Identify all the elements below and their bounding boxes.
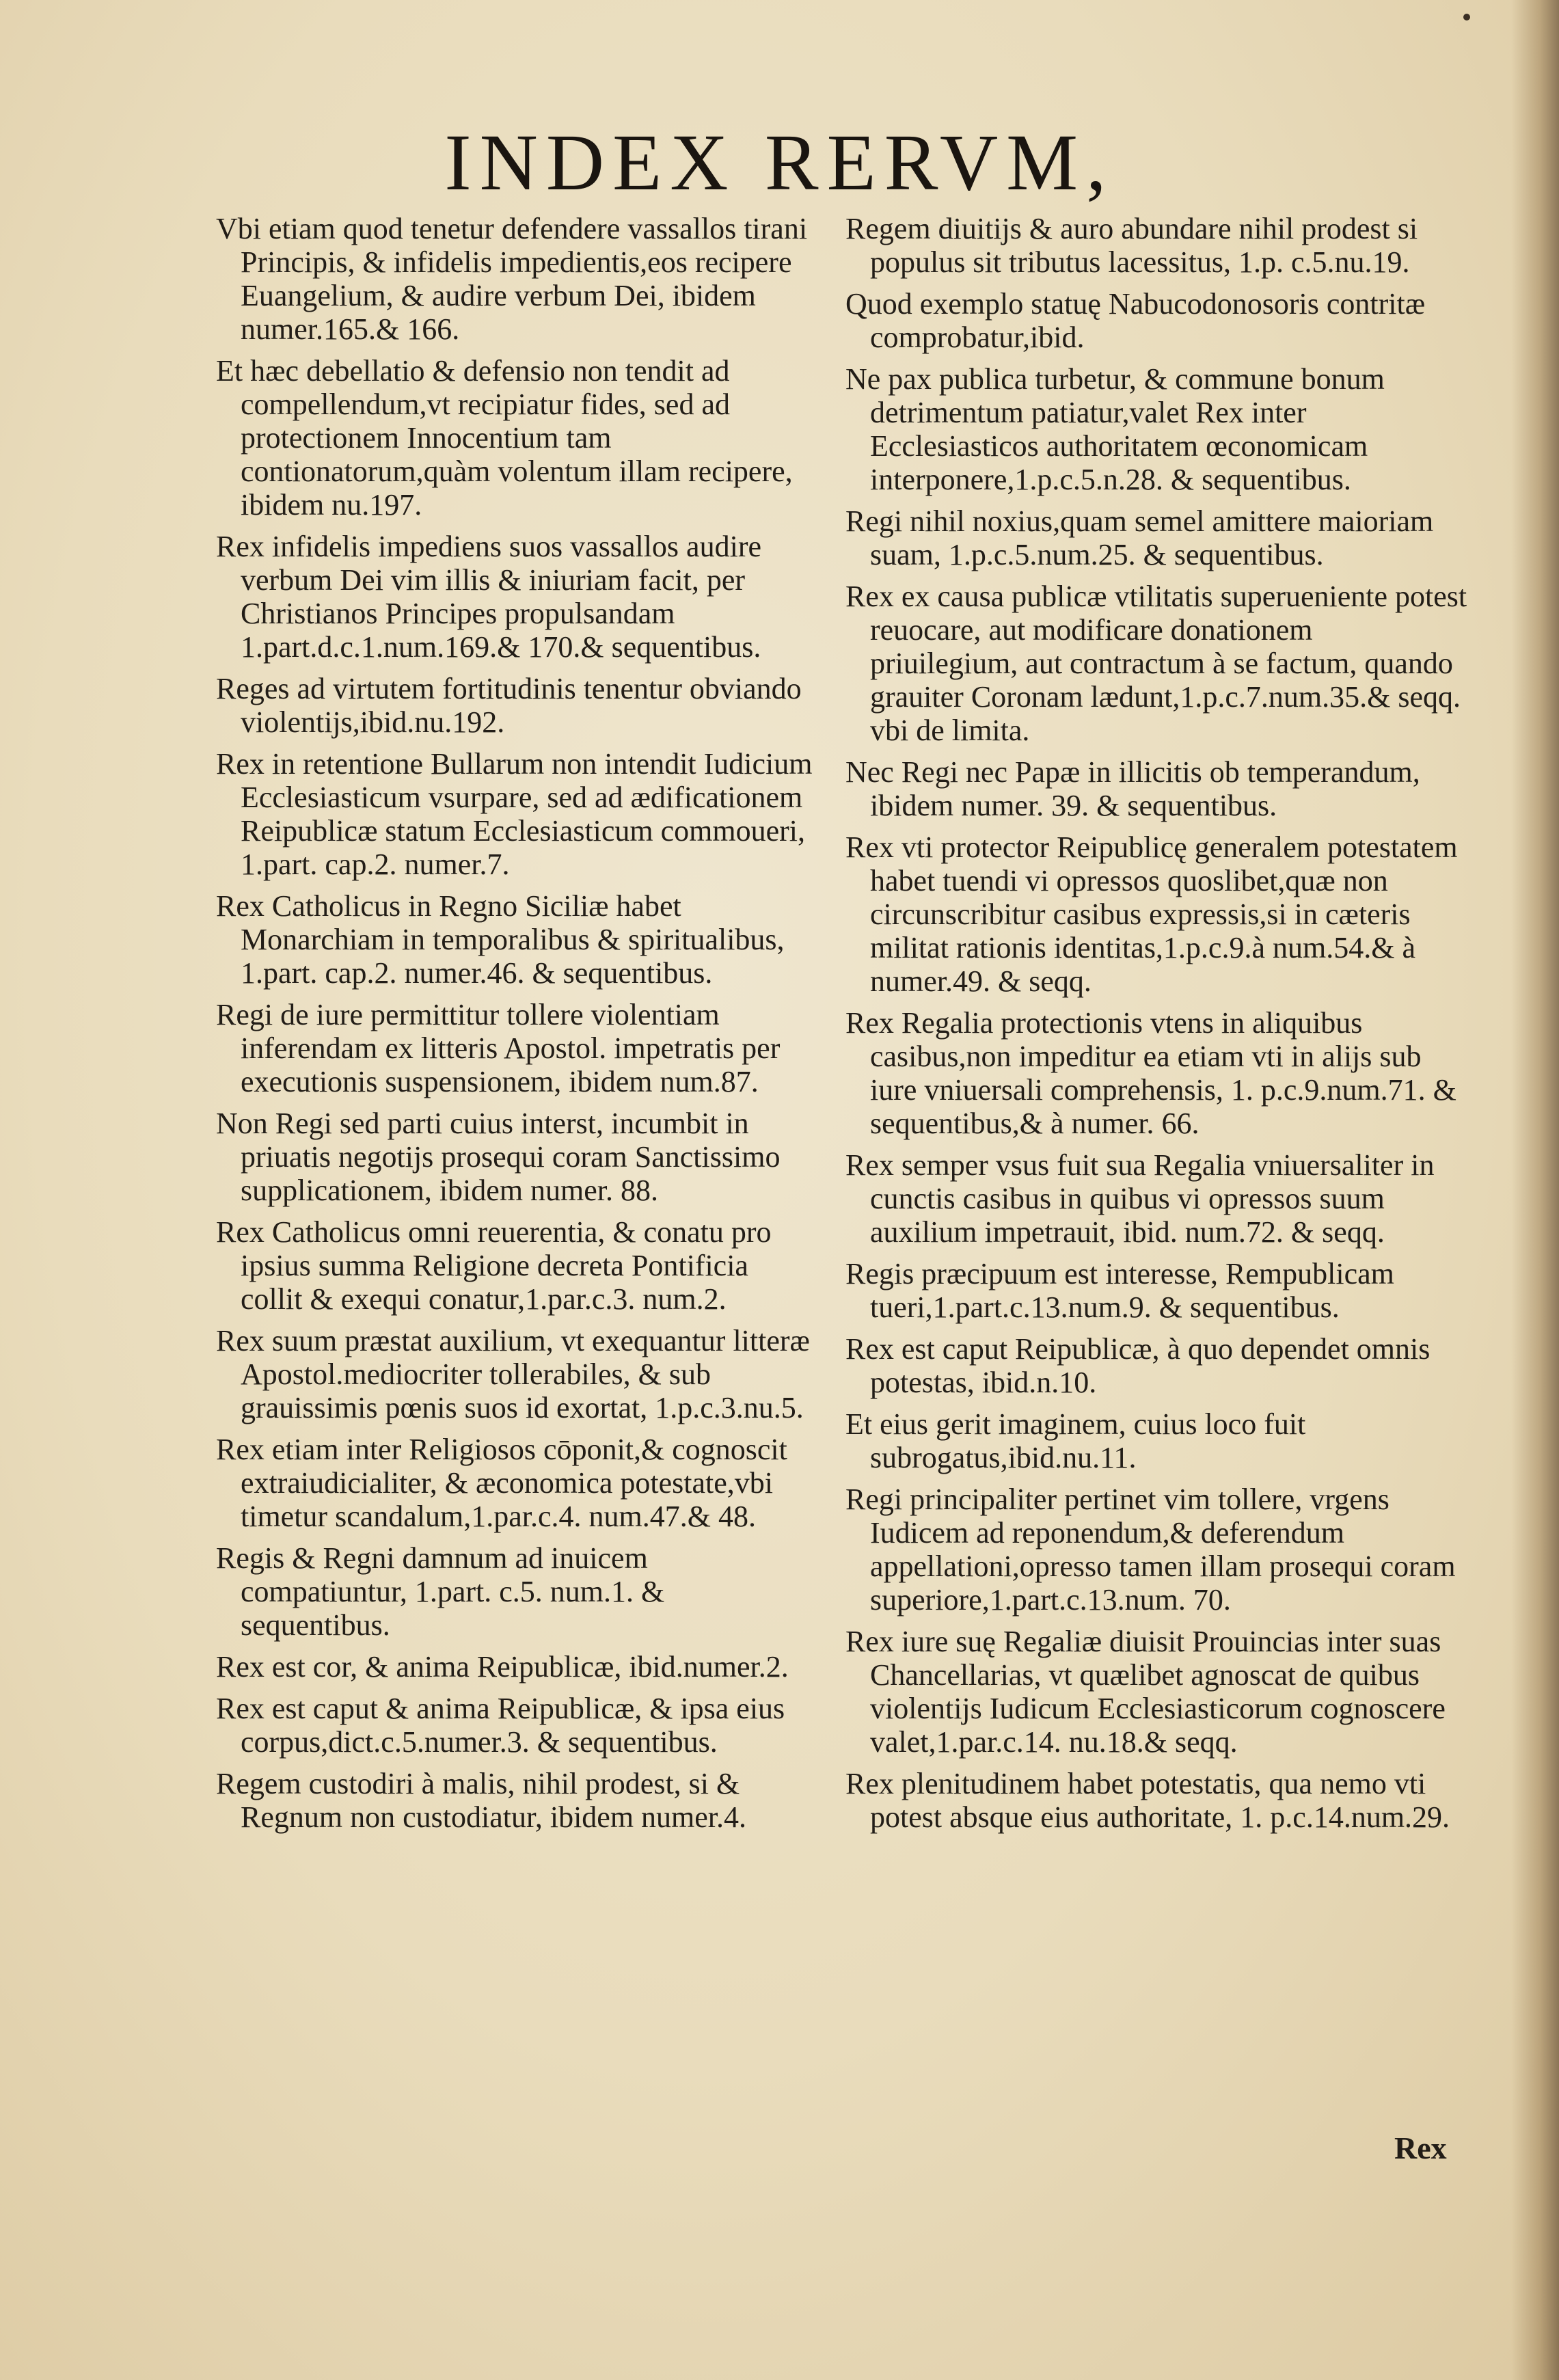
index-entry: Rex est caput Reipublicæ, à quo dependet omnis potestas, ibid.n.10.	[845, 1332, 1431, 1399]
index-entry: Rex est cor, & anima Reipublicæ, ibid.numer.2.	[216, 1650, 789, 1683]
index-entry: Et hæc debellatio & defensio non tendit ad compellendum,vt recipiatur fides, sed ad protectionem Innocentium tam contionatorum,quàm volentum illam recipere, ibidem nu.197.	[216, 354, 793, 522]
left-column	[216, 212, 817, 1842]
index-entry: Rex in retentione Bullarum non intendit Iudicium Ecclesiasticum vsurpare, sed ad ædificationem Reipublicæ statum Ecclesiasticum commoueri, 1.part. cap.2. numer.7.	[216, 747, 813, 881]
catchword: Rex	[1394, 2131, 1447, 2165]
index-entry: Rex est caput & anima Reipublicæ, & ipsa eius corpus,dict.c.5.numer.3. & sequentibus.	[216, 1692, 785, 1759]
index-entry: Rex iure suę Regaliæ diuisit Prouincias inter suas Chancellarias, vt quælibet agnoscat de quibus violentijs Iudicum Ecclesiasticorum cognoscere valet,1.par.c.14. nu.18.& seqq.	[845, 1625, 1446, 1759]
index-entry: Regis præcipuum est interesse, Rempublicam tueri,1.part.c.13.num.9. & sequentibus.	[845, 1257, 1394, 1324]
index-entry: Rex vti protector Reipublicę generalem potestatem habet tuendi vi opressos quoslibet,quæ non circunscribitur casibus expressis,si in cæteris militat rationis identitas,1.p.c.9.à num.54.& à numer.49. & seqq.	[845, 830, 1458, 998]
right-column	[845, 212, 1467, 1842]
index-entry: Regi principaliter pertinet vim tollere, vrgens Iudicem ad reponendum,& deferendum appellationi,opresso tamen illam prosequi coram superiore,1.part.c.13.num. 70.	[845, 1483, 1456, 1617]
index-entry: Quod exemplo statuę Nabucodonosoris contritæ comprobatur,ibid.	[845, 287, 1426, 354]
index-entry: Ne pax publica turbetur, & commune bonum detrimentum patiatur,valet Rex inter Ecclesiasticos authoritatem œconomicam interponere,1.p.c.5.n.28. & sequentibus.	[845, 362, 1385, 496]
ink-spot	[1463, 14, 1470, 21]
index-entry: Et eius gerit imaginem, cuius loco fuit subrogatus,ibid.nu.11.	[845, 1407, 1306, 1474]
index-entry: Rex Catholicus in Regno Siciliæ habet Monarchiam in temporalibus & spiritualibus, 1.part. cap.2. numer.46. & sequentibus.	[216, 889, 785, 990]
index-entry: Rex infidelis impediens suos vassallos audire verbum Dei vim illis & iniuriam facit, per Christianos Principes propulsandam 1.part.d.c.1.num.169.& 170.& sequentibus.	[216, 530, 761, 664]
index-entry: Nec Regi nec Papæ in illicitis ob temperandum, ibidem numer. 39. & sequentibus.	[845, 755, 1420, 822]
index-entry: Rex ex causa publicæ vtilitatis superueniente potest reuocare, aut modificare donationem priuilegium, aut contractum à se factum, quando grauiter Coronam lædunt,1.p.c.7.num.35.& seqq. vbi de limita.	[845, 580, 1467, 747]
index-entry: Vbi etiam quod tenetur defendere vassallos tirani Principis, & infidelis impedientis,eos recipere Euangelium, & audire verbum Dei, ibidem numer.165.& 166.	[216, 212, 808, 346]
index-entry: Regem custodiri à malis, nihil prodest, si & Regnum non custodiatur, ibidem numer.4.	[216, 1767, 747, 1834]
index-entry: Rex Regalia protectionis vtens in aliquibus casibus,non impeditur ea etiam vti in alijs sub iure vniuersali comprehensis, 1. p.c.9.num.71. & sequentibus,& à numer. 66.	[845, 1006, 1456, 1140]
index-entry: Reges ad virtutem fortitudinis tenentur obviando violentijs,ibid.nu.192.	[216, 672, 802, 739]
index-entry: Regis & Regni damnum ad inuicem compatiuntur, 1.part. c.5. num.1. & sequentibus.	[216, 1541, 665, 1642]
index-entry: Regi nihil noxius,quam semel amittere maioriam suam, 1.p.c.5.num.25. & sequentibus.	[845, 504, 1434, 571]
index-entry: Rex etiam inter Religiosos cōponit,& cognoscit extraiudicialiter, & æconomica potestate,vbi timetur scandalum,1.par.c.4. num.47.& 48.	[216, 1433, 787, 1533]
index-entry: Rex plenitudinem habet potestatis, qua nemo vti potest absque eius authoritate, 1. p.c.14.num.29.	[845, 1767, 1450, 1834]
index-entry: Rex suum præstat auxilium, vt exequantur litteræ Apostol.mediocriter tollerabiles, & sub grauissimis pœnis suos id exortat, 1.p.c.3.nu.5.	[216, 1324, 810, 1424]
index-entry: Regem diuitijs & auro abundare nihil prodest si populus sit tributus lacessitus, 1.p. c.5.nu.19.	[845, 212, 1418, 279]
page-edge-shadow	[1511, 0, 1559, 2380]
index-entry: Non Regi sed parti cuius interst, incumbit in priuatis negotijs prosequi coram Sanctissimo supplicationem, ibidem numer. 88.	[216, 1107, 781, 1207]
index-entry: Rex Catholicus omni reuerentia, & conatu pro ipsius summa Religione decreta Pontificia collit & exequi conatur,1.par.c.3. num.2.	[216, 1215, 772, 1316]
page-title: INDEX RERVM,	[444, 118, 1115, 207]
index-entry: Regi de iure permittitur tollere violentiam inferendam ex litteris Apostol. impetratis per executionis suspensionem, ibidem num.87.	[216, 998, 781, 1098]
index-entry: Rex semper vsus fuit sua Regalia vniuersaliter in cunctis casibus in quibus vi opressos suum auxilium impetrauit, ibid. num.72. & seqq.	[845, 1148, 1435, 1249]
